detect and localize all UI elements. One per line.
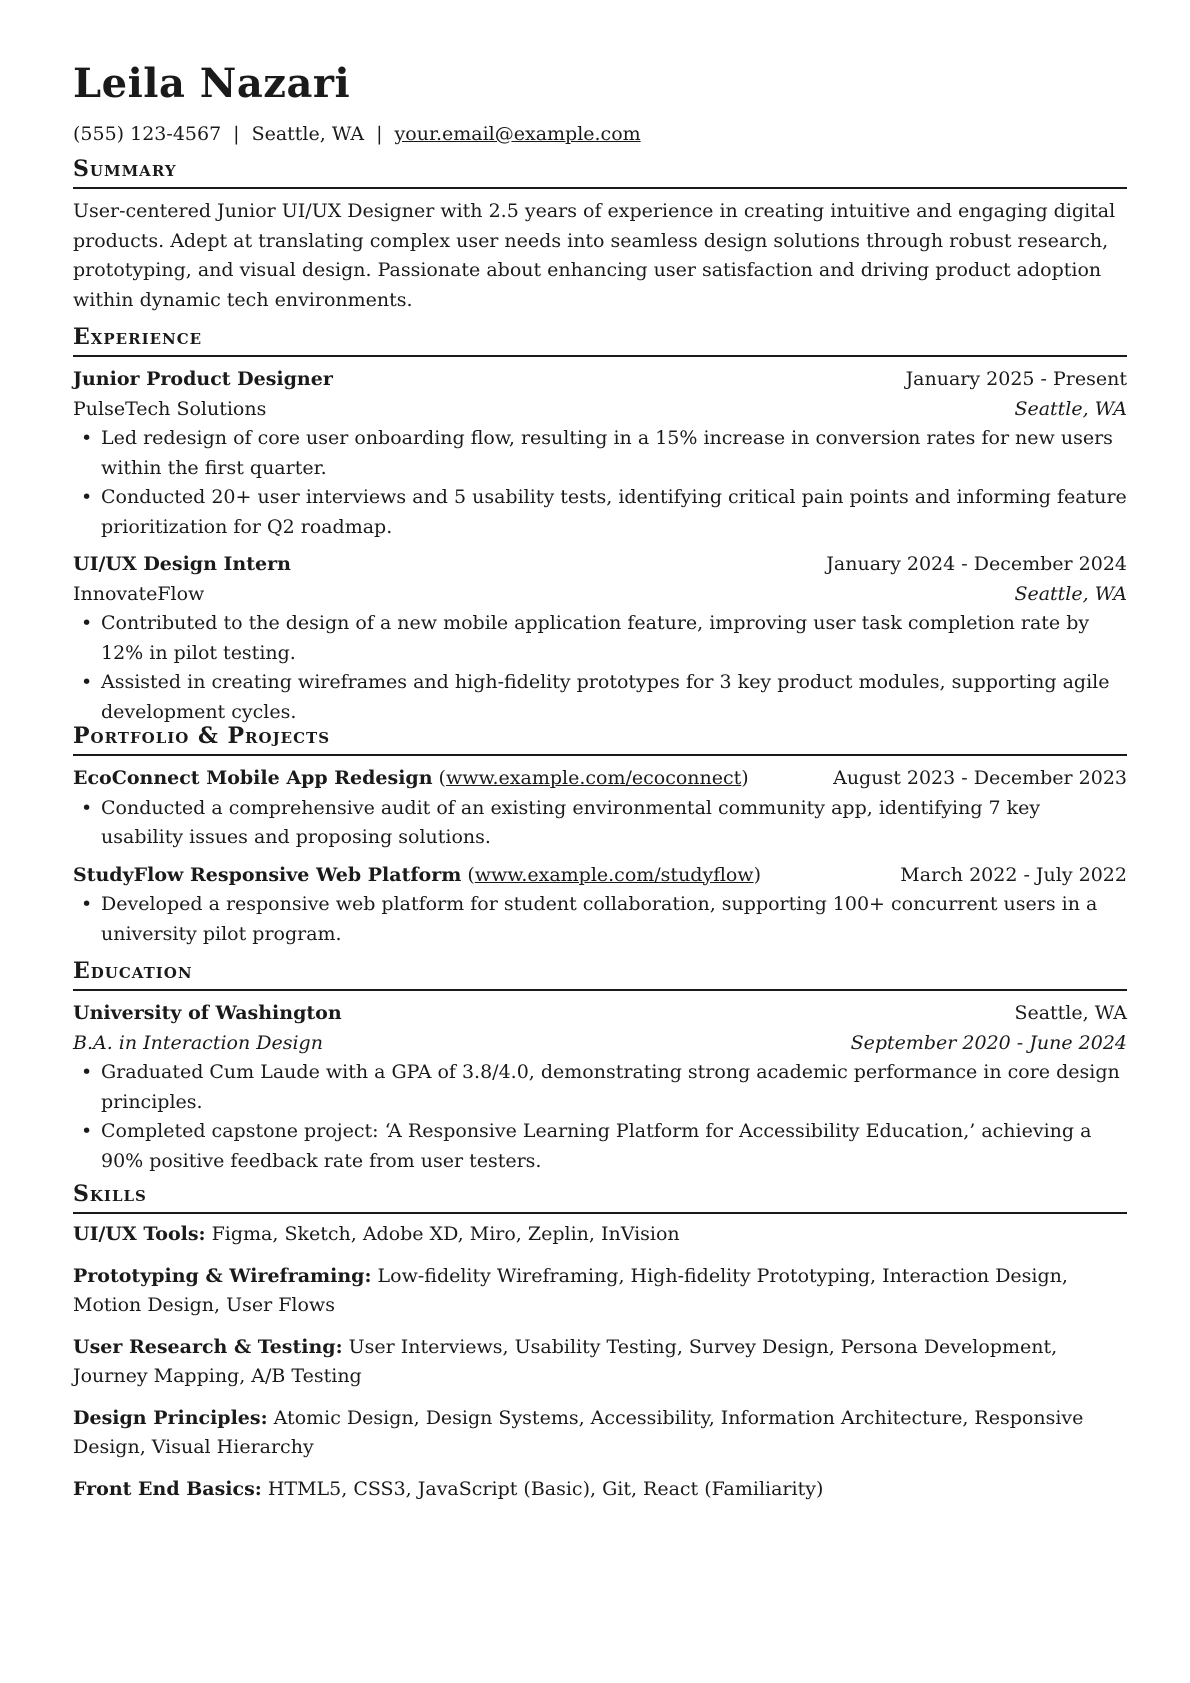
project-name: StudyFlow Responsive Web Platform: [73, 863, 462, 886]
bullet-item: • Contributed to the design of a new mobile application feature, improving user task completion rate by 12% in pilot testing.: [73, 609, 1127, 668]
project-link[interactable]: www.example.com/ecoconnect: [445, 767, 742, 789]
project-bullets: [73, 890, 1127, 949]
section-title-skills: Skills: [73, 1180, 1127, 1214]
bullet-item: • Conducted 20+ user interviews and 5 usability tests, identifying critical pain points and informing feature prioritization for Q2 roadmap.: [73, 483, 1127, 542]
projects-section: [73, 722, 1127, 949]
degree: B.A. in Interaction Design: [73, 1031, 323, 1054]
email-link[interactable]: your.email@example.com: [394, 123, 641, 145]
section-title-education: Education: [73, 957, 1127, 991]
project-bullets: [73, 794, 1127, 853]
section-title-projects: Portfolio & Projects: [73, 722, 1127, 756]
project-entry: EcoConnect Mobile App Redesign (www.example.com/ecoconnect) August 2023 - December 2023 • Conducted a comprehensive audit of an existing environmental community app, identifying 7 key usability issues and proposing solutions.: [73, 764, 1127, 853]
contact-separator: |: [233, 123, 240, 145]
job-title: UI/UX Design Intern: [73, 553, 291, 575]
job-dates: January 2025 - Present: [905, 368, 1127, 390]
education-bullets: [73, 1058, 1127, 1176]
company-name: InnovateFlow: [73, 582, 205, 605]
skill-label: Design Principles:: [73, 1406, 268, 1429]
job-dates: January 2024 - December 2024: [826, 553, 1127, 575]
project-dates: August 2023 - December 2023: [833, 767, 1127, 789]
job-bullets: [73, 609, 1127, 727]
bullet-item: • Assisted in creating wireframes and high-fidelity prototypes for 3 key product modules, supporting agile development cycles.: [73, 668, 1127, 727]
phone-number: (555) 123-4567: [73, 123, 222, 145]
section-title-summary: Summary: [73, 155, 1127, 189]
skill-line: [73, 1220, 1127, 1250]
skill-line: [73, 1404, 1127, 1463]
skill-line: [73, 1333, 1127, 1392]
summary-text: User-centered Junior UI/UX Designer with 2.5 years of experience in creating intuitive and engaging digital products. Adept at translating complex user needs into seamless design solutions through robust research, prototyping, and visual design. Passionate about enhancing user satisfaction and driving product adoption within dynamic tech environments.: [73, 200, 1116, 311]
job-location: Seattle, WA: [1014, 582, 1127, 605]
skill-label: UI/UX Tools:: [73, 1223, 206, 1245]
bullet-item: • Developed a responsive web platform for student collaboration, supporting 100+ concurrent users in a university pilot program.: [73, 890, 1127, 949]
contact-separator: |: [376, 123, 383, 145]
job-entry: [73, 550, 1127, 727]
skill-values: Figma, Sketch, Adobe XD, Miro, Zeplin, InVision: [211, 1223, 680, 1245]
skill-line: [73, 1262, 1127, 1321]
education-section: [73, 957, 1127, 1176]
job-bullets: [73, 424, 1127, 542]
project-name: EcoConnect Mobile App Redesign: [73, 767, 433, 789]
job-location: Seattle, WA: [1014, 397, 1127, 420]
summary-section: [73, 155, 1127, 315]
section-title-experience: Experience: [73, 323, 1127, 357]
location: Seattle, WA: [251, 123, 365, 145]
education-dates: September 2020 - June 2024: [850, 1031, 1127, 1054]
skill-values: Atomic Design, Design Systems, Accessibility, Information Architecture, Responsive Design, Visual Hierarchy: [73, 1406, 1084, 1458]
education-entry: [73, 999, 1127, 1176]
bullet-item: • Led redesign of core user onboarding flow, resulting in a 15% increase in conversion rates for new users within the first quarter.: [73, 424, 1127, 483]
project-link[interactable]: www.example.com/studyflow: [474, 863, 754, 886]
school-name: University of Washington: [73, 1002, 342, 1024]
skill-values: Low-fidelity Wireframing, High-fidelity Prototyping, Interaction Design, Motion Design, User Flows: [73, 1264, 1068, 1316]
project-dates: March 2022 - July 2022: [900, 863, 1127, 886]
bullet-item: • Completed capstone project: ‘A Responsive Learning Platform for Accessibility Education,’ achieving a 90% positive feedback rate from user testers.: [73, 1117, 1127, 1176]
company-name: PulseTech Solutions: [73, 397, 267, 420]
school-location: Seattle, WA: [1014, 1002, 1127, 1024]
skill-values: User Interviews, Usability Testing, Survey Design, Persona Development, Journey Mapping, A/B Testing: [73, 1335, 1058, 1387]
skill-label: Front End Basics:: [73, 1477, 262, 1500]
job-entry: [73, 365, 1127, 542]
skill-line: [73, 1475, 1127, 1505]
project-entry: StudyFlow Responsive Web Platform (www.example.com/studyflow) March 2022 - July 2022 • Developed a responsive web platform for student collaboration, supporting 100+ concurrent users in a university pilot program.: [73, 861, 1127, 950]
skills-list: [73, 1220, 1127, 1504]
contact-line: [73, 121, 641, 147]
job-title: Junior Product Designer: [73, 368, 333, 390]
bullet-item: • Conducted a comprehensive audit of an existing environmental community app, identifying 7 key usability issues and proposing solutions.: [73, 794, 1127, 853]
bullet-item: • Graduated Cum Laude with a GPA of 3.8/4.0, demonstrating strong academic performance in core design principles.: [73, 1058, 1127, 1117]
skill-values: HTML5, CSS3, JavaScript (Basic), Git, React (Familiarity): [267, 1477, 824, 1500]
experience-section: [73, 323, 1127, 727]
candidate-name: Leila Nazari: [73, 60, 351, 107]
skill-label: Prototyping & Wireframing:: [73, 1264, 372, 1287]
skill-label: User Research & Testing:: [73, 1335, 343, 1358]
skills-section: [73, 1180, 1127, 1516]
